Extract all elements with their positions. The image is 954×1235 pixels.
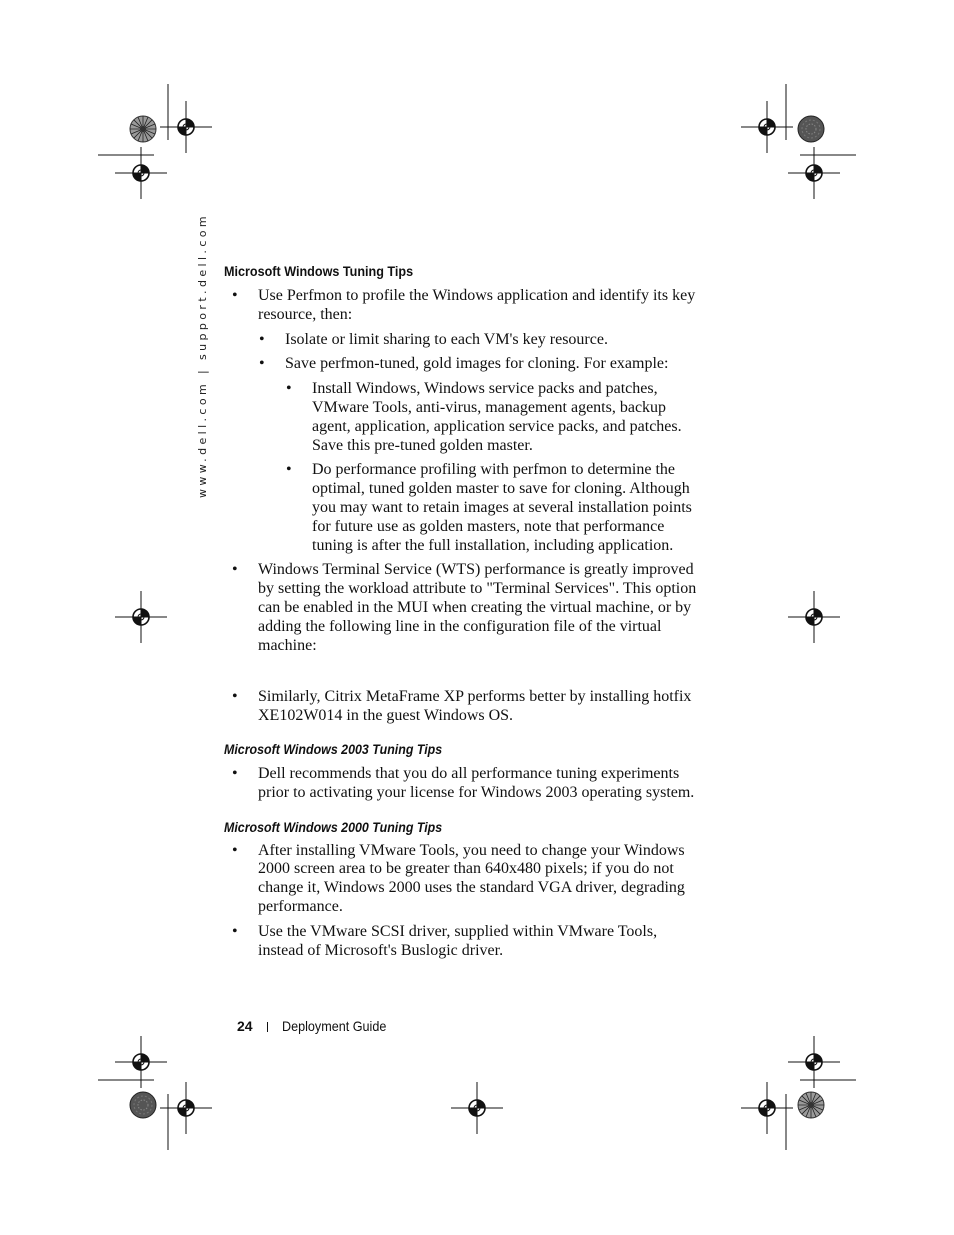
list-item-text: Save perfmon-tuned, gold images for cloning. For example:	[285, 355, 669, 373]
list-item	[224, 765, 704, 803]
list-item	[224, 842, 704, 917]
main-content	[224, 260, 704, 960]
windows-2003-list	[224, 765, 704, 803]
page-footer	[237, 1018, 398, 1034]
list-item	[224, 561, 704, 655]
sub-list	[258, 331, 704, 556]
sub-sub-list	[285, 380, 704, 555]
section-heading-windows-2000: Microsoft Windows 2000 Tuning Tips	[224, 819, 443, 835]
list-item	[224, 287, 704, 555]
list-item	[285, 461, 704, 555]
list-item-text: Do performance profiling with perfmon to determine the optimal, tuned golden master to save for cloning. Although you may want to retain images at several installation points for future use as golden masters, note that performance tuning is after the full installation, including application.	[312, 461, 692, 554]
list-item-text: Isolate or limit sharing to each VM's key resource.	[285, 330, 608, 348]
list-item-text: After installing VMware Tools, you need to change your Windows 2000 screen area to be greater than 640x480 pixels; if you do not change it, Windows 2000 uses the standard VGA driver, degrading performance.	[258, 841, 685, 915]
footer-separator	[267, 1022, 268, 1032]
sidebar-url: www.dell.com | support.dell.com	[196, 212, 209, 498]
list-item-text: Use the VMware SCSI driver, supplied within VMware Tools, instead of Microsoft's Buslogic driver.	[258, 922, 658, 959]
page-number: 24	[237, 1018, 253, 1034]
document-title: Deployment Guide	[281, 1018, 386, 1034]
list-item	[258, 331, 704, 350]
list-item	[258, 355, 704, 555]
windows-2000-list	[224, 842, 704, 961]
section-heading-windows-tuning: Microsoft Windows Tuning Tips	[224, 263, 414, 279]
list-item	[285, 380, 704, 455]
windows-tuning-list	[224, 287, 704, 726]
list-item-text: Dell recommends that you do all performance tuning experiments prior to activating your license for Windows 2003 operating system.	[258, 764, 695, 801]
list-item	[224, 923, 704, 961]
list-item-text: Similarly, Citrix MetaFrame XP performs better by installing hotfix XE102W014 in the guest Windows OS.	[258, 688, 692, 725]
section-heading-windows-2003: Microsoft Windows 2003 Tuning Tips	[224, 741, 443, 757]
list-item	[224, 688, 704, 726]
list-item-text: Use Perfmon to profile the Windows application and identify its key resource, then:	[258, 287, 696, 323]
list-item-text: Windows Terminal Service (WTS) performance is greatly improved by setting the workload attribute to "Terminal Services". This option can be enabled in the MUI when creating the virtual machine, or by adding the following line in the configuration file of the virtual machine:	[258, 561, 697, 654]
list-item-text: Install Windows, Windows service packs and patches, VMware Tools, anti-virus, management agents, backup agent, application, application service packs, and patches. Save this pre-tuned golden master.	[312, 380, 682, 454]
